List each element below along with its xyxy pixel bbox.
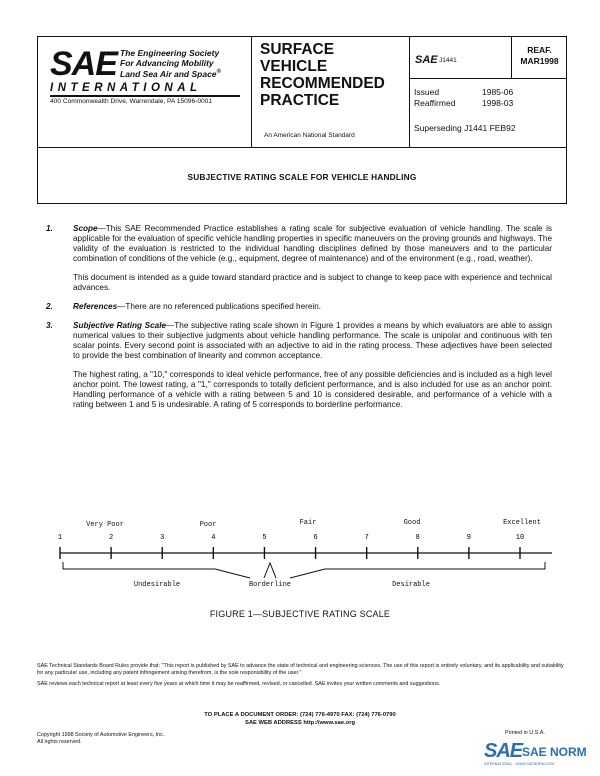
reaffirmed-row: Reaffirmed 1998-03 xyxy=(414,98,514,108)
scale-point-7: 7 xyxy=(364,534,369,542)
adjective-poor: Poor xyxy=(199,521,217,529)
title-box xyxy=(37,148,567,204)
document-type: SURFACE VEHICLE RECOMMENDED PRACTICE xyxy=(260,41,385,109)
scale-point-3: 3 xyxy=(160,534,165,542)
borderline-marker xyxy=(264,563,276,578)
order-info xyxy=(0,711,600,727)
document-type-block xyxy=(252,37,410,147)
scale-point-4: 4 xyxy=(211,534,216,542)
footnote-disclaimer: SAE Technical Standards Board Rules provide that: "This report is published by SAE to advance the state of technical and engineering sciences. The use of this report is entirely voluntary, and its applicability and suitability for any particular use, including any patent infringement arising therefrom, is the sole responsibility of the user." xyxy=(37,663,564,676)
scale-point-5: 5 xyxy=(262,534,267,542)
region-desirable: Desirable xyxy=(392,581,430,589)
footnotes xyxy=(37,663,567,692)
copyright: Copyright 1998 Society of Automotive Engineers, Inc. All rights reserved. xyxy=(37,732,165,745)
saenorm-wordmark: SAE NORM xyxy=(522,745,587,759)
international-label: INTERNATIONAL xyxy=(50,82,202,94)
saenorm-mark-icon: SAE xyxy=(484,740,523,762)
adjective-fair: Fair xyxy=(299,519,317,527)
scale-point-10: 10 xyxy=(515,534,525,542)
tagline-line-2: For Advancing Mobility xyxy=(120,57,214,68)
publisher-address: 400 Commonwealth Drive, Warrendale, PA 15096-0001 xyxy=(50,98,212,105)
saenorm-sub: INTERNATIONAL · WWW.SAENORM.COM xyxy=(484,762,555,766)
tagline-line-1: The Engineering Society xyxy=(120,48,220,58)
document-info-block xyxy=(410,37,516,147)
section-scope: 1. Scope—This SAE Recommended Practice establishes a rating scale for subjective evaluation of vehicle handling. The scale is applicable for the evaluation of specific vehicle handling properties in specific maneuvers on the proving grounds and highways. The validity of the evaluation is restricted to the individual handling disciplines defined by those maneuvers and to the particular combination of conditions of the vehicle (e.g., equipment, degree of maintenance) and of the environment (e.g., road, weather). xyxy=(46,224,552,263)
rating-scale-paragraph-2: The highest rating, a "10," corresponds to ideal vehicle performance, free of any possible deficiencies and is included as a high level anchor point. The lowest rating, a "1," corresponds to totally deficient performance, and is also included for use as an anchor point. Handling performance of a vehicle with a rating between 5 and 10 is considered desirable, and performance of a vehicle with a rating between 1 and 5 is undesirable. A rating of 5 corresponds to borderline performance. xyxy=(73,370,552,409)
web-address-link[interactable]: SAE WEB ADDRESS http://www.sae.org xyxy=(244,720,356,726)
sae-tagline xyxy=(120,49,221,79)
region-borderline: Borderline xyxy=(248,581,292,589)
divider-line xyxy=(50,95,240,97)
scope-paragraph-2: This document is intended as a guide toward standard practice and is subject to change to keep pace with experience and technical advances. xyxy=(73,273,552,292)
document-dates xyxy=(414,87,514,109)
sae-logo: SAE xyxy=(50,45,117,83)
scale-point-2: 2 xyxy=(109,534,114,542)
document-number: J1441 xyxy=(439,57,457,64)
sae-mark-icon: SAE xyxy=(415,54,438,66)
region-undesirable: Undesirable xyxy=(133,581,181,589)
desirable-bracket xyxy=(290,562,545,578)
figure-caption: FIGURE 1—SUBJECTIVE RATING SCALE xyxy=(209,609,391,619)
rating-scale-figure xyxy=(55,512,555,592)
adjective-very-poor: Very Poor xyxy=(86,521,124,529)
document-title: SUBJECTIVE RATING SCALE FOR VEHICLE HANDLING xyxy=(187,172,417,182)
section-references: 2. References—There are no referenced publications specified herein. xyxy=(46,302,322,311)
saenorm-logo xyxy=(484,740,594,772)
document-id-row xyxy=(410,37,511,79)
scale-point-8: 8 xyxy=(415,534,420,542)
scale-point-9: 9 xyxy=(466,534,471,542)
publisher-block xyxy=(38,37,252,147)
superseding-note: Superseding J1441 FEB92 xyxy=(414,123,516,133)
reaffirmed-badge: REAF. MAR1998 xyxy=(511,37,566,79)
scale-point-6: 6 xyxy=(313,534,318,542)
adjective-excellent: Excellent xyxy=(503,519,541,527)
adjective-good: Good xyxy=(403,519,421,527)
printed-in: Printed in U.S.A. xyxy=(505,730,545,736)
document-header xyxy=(37,36,567,148)
tagline-line-3: Land Sea Air and Space® xyxy=(120,68,221,79)
issued-row: Issued 1985-06 xyxy=(414,87,514,97)
undesirable-bracket xyxy=(63,562,250,578)
footnote-review: SAE reviews each technical report at least every five years at which time it may be reaffirmed, revised, or cancelled. SAE invites your written comments and suggestions. xyxy=(37,681,441,687)
american-national-standard-label: An American National Standard xyxy=(264,132,355,139)
scale-point-1: 1 xyxy=(57,534,63,542)
document-body xyxy=(46,224,552,419)
order-phone: TO PLACE A DOCUMENT ORDER: (724) 776-4970 FAX: (724) 776-0790 xyxy=(204,712,396,718)
section-rating-scale: 3. Subjective Rating Scale—The subjective rating scale shown in Figure 1 provides a means by which evaluators are able to assign numerical values to their subjective judgments about vehicle handling performance. The scale is unipolar and continuous with ten scalar points. Every second point is associated with an adjective to aid in the rating process. These adjectives have been selected to provide the best combination of linearity and common acceptance. xyxy=(46,321,552,360)
